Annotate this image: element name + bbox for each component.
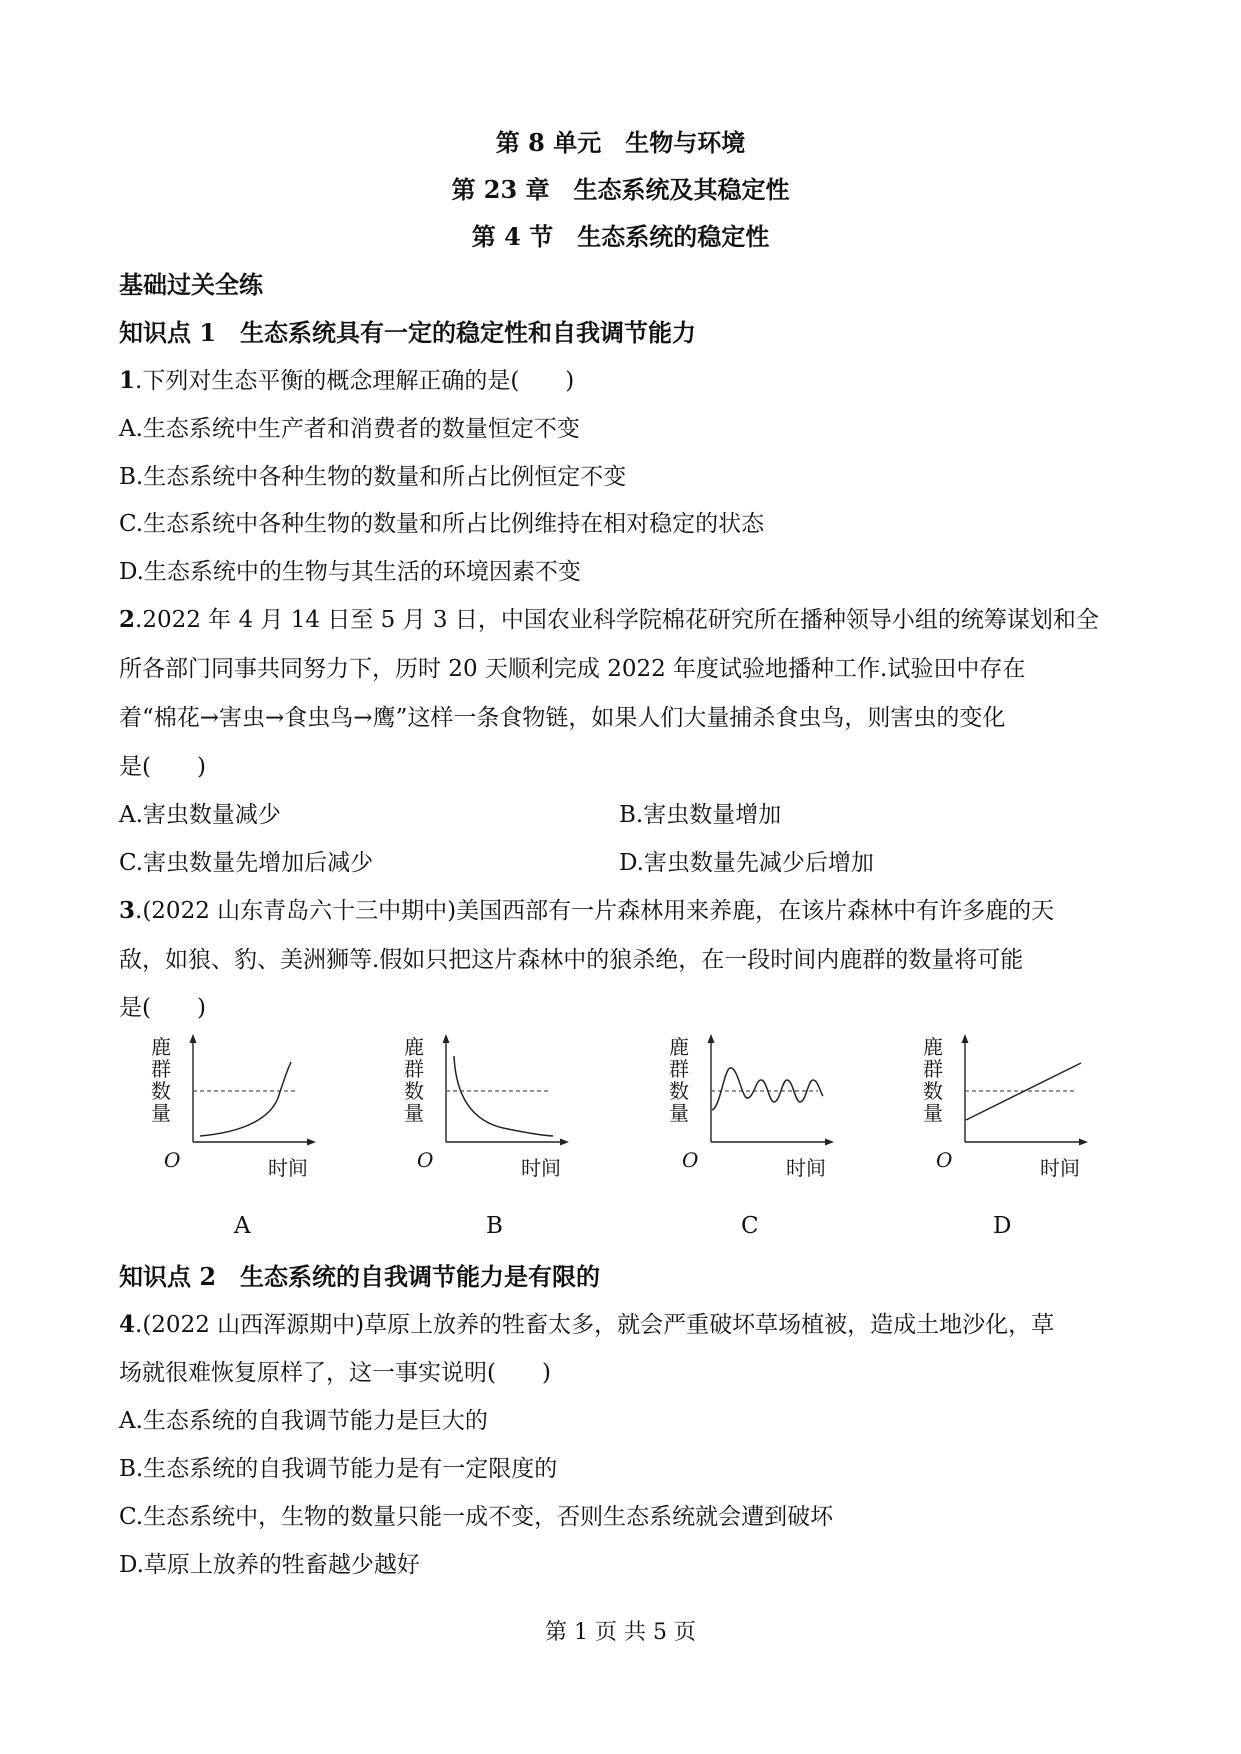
question-2-stem-line-1 (119, 605, 1099, 635)
question-number: 4 (119, 1311, 136, 1338)
y-axis-label: 鹿群数量 (923, 1035, 943, 1125)
question-2-stem-line-4: 是( ) (119, 754, 206, 780)
option-a: A.害虫数量减少 (119, 802, 281, 828)
x-axis-arrow (825, 1139, 834, 1146)
option-b: B.生态系统中各种生物的数量和所占比例恒定不变 (119, 464, 627, 490)
practice-title: 基础过关全练 (119, 270, 263, 299)
knowledge-point-2: 知识点 2 生态系统的自我调节能力是有限的 (119, 1262, 601, 1291)
x-axis-label: 时间 (1040, 1156, 1080, 1180)
y-axis-arrow (190, 1034, 197, 1043)
y-axis-label: 鹿群数量 (669, 1035, 689, 1125)
option-b: B.害虫数量增加 (619, 802, 782, 828)
question-2-stem-line-2: 所各部门同事共同努力下，历时 20 天顺利完成 2022 年度试验地播种工作.试验田中存在 (119, 656, 1026, 682)
origin-label: O (936, 1148, 953, 1172)
option-d: D.草原上放养的牲畜越少越好 (119, 1552, 420, 1578)
question-number: 1 (119, 367, 136, 394)
question-text: .2022 年 4 月 14 日至 5 月 3 日，中国农业科学院棉花研究所在播种领导小组的统筹谋划和全 (135, 607, 1099, 633)
question-3-stem-line-1 (119, 896, 1054, 926)
option-d: D.生态系统中的生物与其生活的环境因素不变 (119, 559, 581, 585)
y-axis-label: 鹿群数量 (404, 1035, 424, 1125)
origin-label: O (417, 1148, 434, 1172)
page-footer: 第 1 页 共 5 页 (545, 1620, 696, 1645)
option-c: C.生态系统中各种生物的数量和所占比例维持在相对稳定的状态 (119, 511, 765, 537)
chart-d (922, 1028, 1122, 1188)
option-c: C.害虫数量先增加后减少 (119, 850, 374, 876)
y-axis-arrow (443, 1034, 450, 1043)
chapter-title: 第 23 章 生态系统及其稳定性 (451, 175, 790, 204)
x-axis-arrow (560, 1139, 569, 1146)
x-axis-arrow (307, 1139, 316, 1146)
series-line (712, 1068, 823, 1110)
chart-c (668, 1028, 868, 1188)
question-text: .(2022 山西浑源期中)草原上放养的牲畜太多，就会严重破坏草场植被，造成土地沙化，草 (135, 1312, 1055, 1338)
origin-label: O (164, 1148, 181, 1172)
question-1-stem (119, 366, 574, 396)
question-3-stem-line-2: 敌，如狼、豹、美洲狮等.假如只把这片森林中的狼杀绝，在一段时间内鹿群的数量将可能 (119, 947, 1024, 973)
chart-b-caption: B (486, 1213, 503, 1239)
knowledge-point-1: 知识点 1 生态系统具有一定的稳定性和自我调节能力 (119, 318, 697, 347)
x-axis-label: 时间 (786, 1156, 826, 1180)
option-b: B.生态系统的自我调节能力是有一定限度的 (119, 1456, 558, 1482)
option-c: C.生态系统中，生物的数量只能一成不变，否则生态系统就会遭到破坏 (119, 1504, 834, 1530)
question-number: 2 (119, 606, 136, 633)
question-text: .(2022 山东青岛六十三中期中)美国西部有一片森林用来养鹿，在该片森林中有许多鹿的天 (135, 898, 1055, 924)
x-axis-label: 时间 (521, 1156, 561, 1180)
question-4-stem-line-2: 场就很难恢复原样了，这一事实说明( ) (119, 1360, 551, 1386)
question-2-stem-line-3: 着“棉花→害虫→食虫鸟→鹰”这样一条食物链，如果人们大量捕杀食虫鸟，则害虫的变化 (119, 705, 1006, 731)
chart-a-caption: A (234, 1213, 251, 1239)
section-title: 第 4 节 生态系统的稳定性 (471, 222, 770, 251)
chart-a (150, 1028, 350, 1188)
chart-c-caption: C (741, 1213, 759, 1239)
question-text: .下列对生态平衡的概念理解正确的是( ) (135, 368, 575, 394)
chart-b (403, 1028, 603, 1188)
y-axis-label: 鹿群数量 (151, 1035, 171, 1125)
y-axis-arrow (962, 1034, 969, 1043)
chart-d-caption: D (993, 1213, 1012, 1239)
option-d: D.害虫数量先减少后增加 (619, 850, 874, 876)
y-axis-arrow (708, 1034, 715, 1043)
question-3-stem-line-3: 是( ) (119, 995, 206, 1021)
series-line (200, 1062, 291, 1136)
series-line (454, 1056, 553, 1136)
question-number: 3 (119, 897, 136, 924)
option-a: A.生态系统的自我调节能力是巨大的 (119, 1408, 488, 1434)
unit-title: 第 8 单元 生物与环境 (495, 128, 746, 157)
x-axis-arrow (1079, 1139, 1088, 1146)
x-axis-label: 时间 (268, 1156, 308, 1180)
option-a: A.生态系统中生产者和消费者的数量恒定不变 (119, 416, 580, 442)
origin-label: O (682, 1148, 699, 1172)
question-4-stem-line-1 (119, 1310, 1054, 1340)
